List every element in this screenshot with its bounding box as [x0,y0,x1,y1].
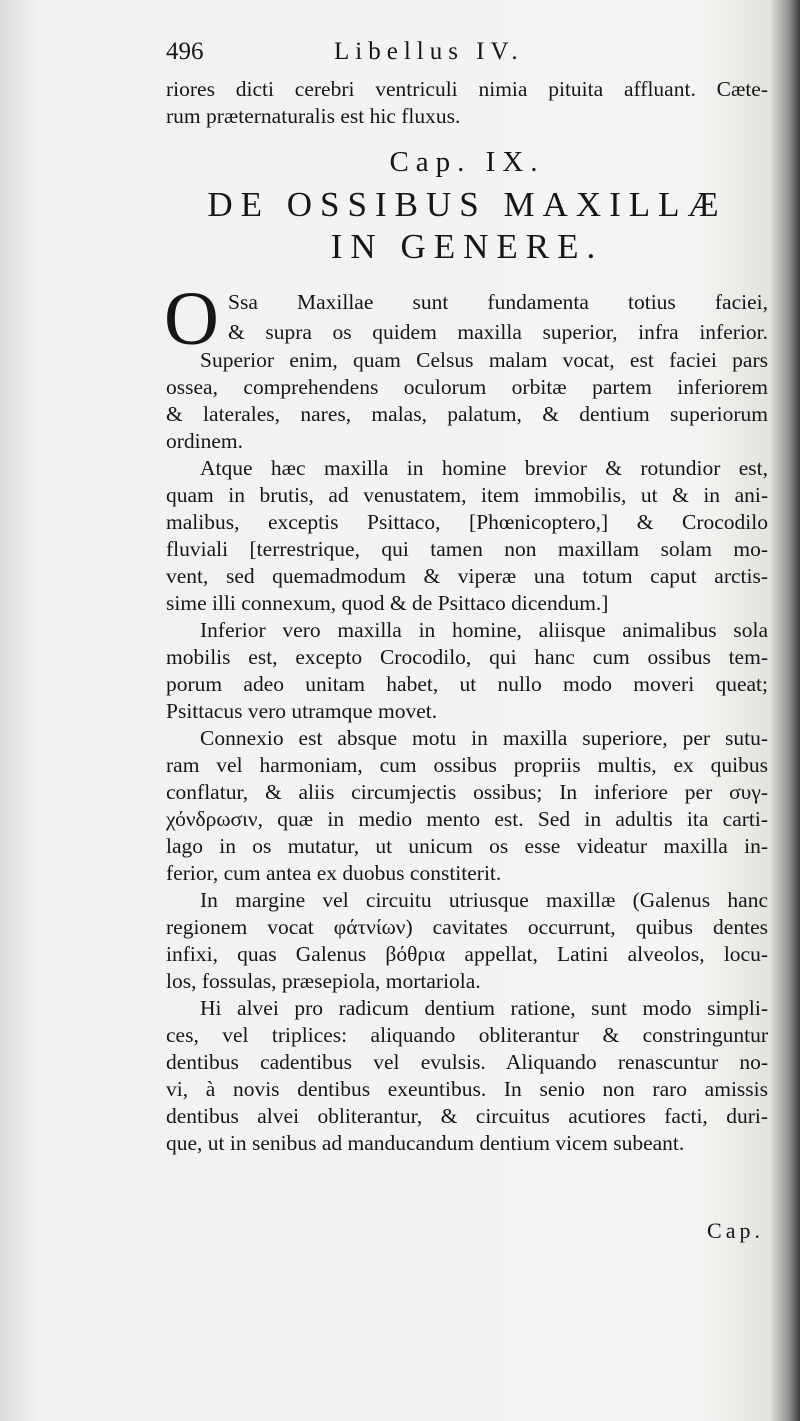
chapter-title-line: DE OSSIBUS MAXILLÆ [207,185,727,224]
text-line: fluviali [terrestrique, qui tamen non maxillam solam mo- [166,537,768,561]
drop-cap: O [164,277,219,361]
text-line: sime illi connexum, quod & de Psittaco dicendum.] [166,591,609,615]
text-line: malibus, exceptis Psittaco, [Phœnicoptero,] & Crocodilo [166,510,768,534]
text-line: Connexio est absque motu in maxilla superiore, per sutu- [200,726,768,750]
text-line: que, ut in senibus ad manducandum dentium vicem subeant. [166,1131,685,1155]
text-line: In margine vel circuitu utriusque maxillæ (Galenus hanc [200,888,768,912]
text-line: ces, vel triplices: aliquando obliterantur & constringuntur [166,1023,768,1047]
text-line: lago in os mutatur, ut unicum os esse videatur maxilla in- [166,834,768,858]
text-line: vent, sed quemadmodum & viperæ una totum caput arctis- [166,564,768,588]
chapter-title-line: IN GENERE. [330,227,604,266]
text-line: dentibus alvei obliterantur, & circuitus acutiores facti, duri- [166,1104,768,1128]
text-line: χόνδρωσιν, quæ in medio mento est. Sed in adultis ita carti- [166,807,768,831]
text-line: infixi, quas Galenus βόθρια appellat, Latini alveolos, locu- [166,942,768,966]
text-line: ferior, cum antea ex duobus constiterit. [166,861,502,885]
text-line: Atque hæc maxilla in homine brevior & rotundior est, [200,456,768,480]
running-title: Libellus IV. [334,38,524,65]
text-line: porum adeo unitam habet, ut nullo modo moveri queat; [166,672,768,696]
text-line: & supra os quidem maxilla superior, infra inferior. [228,320,768,344]
text-line: Ssa Maxillae sunt fundamenta totius faciei, [228,290,768,314]
text-line: ordinem. [166,429,244,453]
text-line: quam in brutis, ad venustatem, item immobilis, ut & in ani- [166,483,768,507]
text-line: riores dicti cerebri ventriculi nimia pituita affluant. Cæte- [166,77,768,101]
text-line: dentibus cadentibus vel evulsis. Aliquando renascuntur no- [166,1050,768,1074]
text-line: Inferior vero maxilla in homine, aliisque animalibus sola [200,618,768,642]
opening-lines [228,287,768,347]
text-line: conflatur, & aliis circumjectis ossibus; In inferiore per συγ- [166,780,768,804]
text-line: Hi alvei pro radicum dentium ratione, sunt modo simpli- [200,996,768,1020]
text-line: los, fossulas, præsepiola, mortariola. [166,969,481,993]
chapter-body [166,347,768,1157]
chapter-label: Cap. IX. [389,146,545,178]
text-line: Psittacus vero utramque movet. [166,699,438,723]
page-number: 496 [166,38,204,65]
text-line: mobilis est, excepto Crocodilo, qui hanc cum ossibus tem- [166,645,768,669]
page-header [166,38,766,74]
text-line: rum præternaturalis est hic fluxus. [166,104,461,128]
chapter-title [166,184,768,268]
text-line: ossea, comprehendens oculorum orbitæ partem inferiorem [166,375,768,399]
intro-paragraph [166,76,768,130]
text-line: Superior enim, quam Celsus malam vocat, est faciei pars [200,348,768,372]
catchword: Cap. [707,1218,764,1243]
text-line: ram vel harmoniam, cum ossibus propriis multis, ex quibus [166,753,768,777]
text-line: vi, à novis dentibus exeuntibus. In senio non raro amissis [166,1077,768,1101]
text-line: regionem vocat φάτνίων) cavitates occurrunt, quibus dentes [166,915,768,939]
text-line: & laterales, nares, malas, palatum, & dentium superiorum [166,402,768,426]
